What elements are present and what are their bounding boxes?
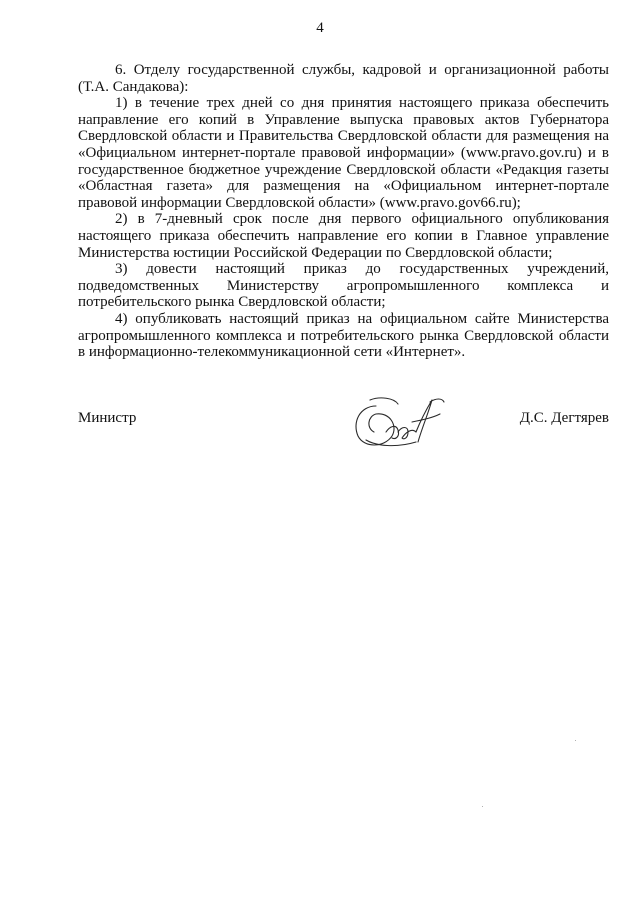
paragraph-item-6: 6. Отделу государственной службы, кадровой и организационной работы (Т.А. Сандакова):: [78, 62, 609, 95]
paragraph-subitem-2: 2) в 7-дневный срок после дня первого официального опубликования настоящего приказа обеспечить направление его копии в Главное управление Министерства юстиции Российской Федерации по Свердловской области;: [78, 211, 609, 261]
signer-title: Министр: [78, 410, 137, 426]
paragraph-subitem-1: 1) в течение трех дней со дня принятия настоящего приказа обеспечить направление его копий в Управление выпуска правовых актов Губернатора Свердловской области и Правительства Свердловской области для размещения на «Официальном интернет-портале правовой информации» (www.pravo.gov.ru) и в государственное бюджетное учреждение Свердловской области «Редакция газеты «Областная газета» для размещения на «Официальном интернет-портале правовой информации Свердловской области» (www.pravo.gov66.ru);: [78, 95, 609, 211]
document-body: [78, 62, 609, 361]
scan-speck: [575, 740, 576, 741]
paragraph-subitem-4: 4) опубликовать настоящий приказ на официальном сайте Министерства агропромышленного комплекса и потребительского рынка Свердловской области в информационно-телекоммуникационной сети «Интернет».: [78, 310, 609, 361]
paragraph-subitem-3: 3) довести настоящий приказ до государственных учреждений, подведомственных Министерству агропромышленного комплекса и потребительского рынка Свердловской области;: [78, 261, 609, 311]
signature-block: [78, 400, 609, 460]
signer-name: Д.С. Дегтярев: [519, 410, 609, 426]
scan-speck: [482, 806, 483, 807]
page-number: 4: [316, 20, 324, 36]
handwritten-signature: [346, 392, 456, 454]
